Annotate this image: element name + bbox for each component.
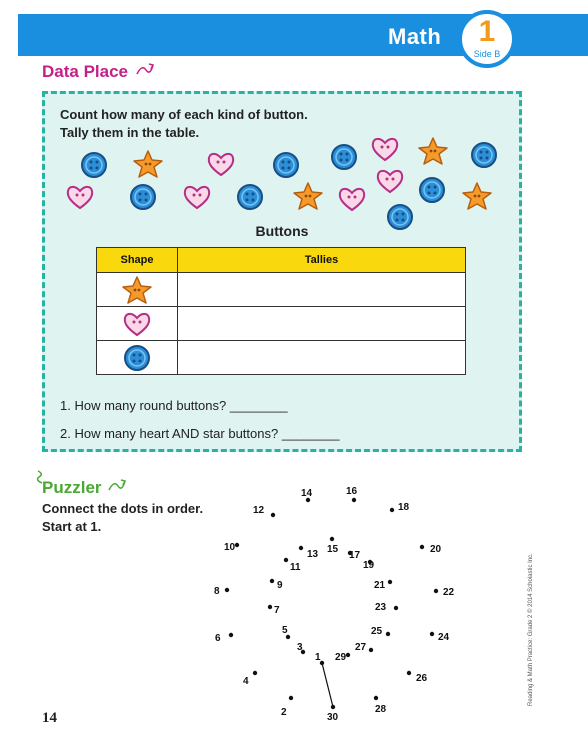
dot-18[interactable] xyxy=(390,508,394,512)
dot-label: 3 xyxy=(297,642,303,653)
dot-label: 20 xyxy=(430,544,442,555)
dot-label: 4 xyxy=(243,676,249,687)
dot-label: 28 xyxy=(375,704,387,715)
dot-label: 29 xyxy=(335,652,347,663)
dot-24[interactable] xyxy=(430,632,434,636)
dot-label: 12 xyxy=(253,505,265,516)
dot-label: 2 xyxy=(281,707,287,718)
dot-label: 9 xyxy=(277,580,283,591)
dot-26[interactable] xyxy=(407,671,411,675)
dot-29[interactable] xyxy=(346,653,350,657)
dot-label: 17 xyxy=(349,550,361,561)
dot-21[interactable] xyxy=(388,580,392,584)
dot-label: 13 xyxy=(307,549,319,560)
dot-7[interactable] xyxy=(268,605,272,609)
dot-6[interactable] xyxy=(229,633,233,637)
data-place-title: Data Place xyxy=(42,62,128,81)
dot-label: 30 xyxy=(327,712,339,723)
dot-label: 18 xyxy=(398,502,410,513)
dot-label: 25 xyxy=(371,626,383,637)
subject-title: Math xyxy=(388,24,442,49)
dot-23[interactable] xyxy=(394,606,398,610)
dot-25[interactable] xyxy=(386,632,390,636)
dot-20[interactable] xyxy=(420,545,424,549)
dot-15[interactable] xyxy=(330,537,334,541)
dot-label: 19 xyxy=(363,560,375,571)
lesson-number: 1 xyxy=(478,15,496,48)
dot-label: 11 xyxy=(290,562,301,573)
instruction-line: Tally them in the table. xyxy=(60,125,200,140)
dot-22[interactable] xyxy=(434,589,438,593)
dot-label: 8 xyxy=(214,586,220,597)
column-header: Shape xyxy=(97,248,178,273)
dot-label: 14 xyxy=(301,488,313,499)
dot-11[interactable] xyxy=(284,558,288,562)
column-header: Tallies xyxy=(178,248,466,273)
dot-label: 10 xyxy=(224,542,236,553)
dot-label: 1 xyxy=(315,652,321,663)
dot-13[interactable] xyxy=(299,546,303,550)
dot-label: 15 xyxy=(327,544,339,555)
dot-28[interactable] xyxy=(374,696,378,700)
instruction-line: Start at 1. xyxy=(42,519,102,534)
side-label: Side B xyxy=(473,49,501,59)
puzzler-title: Puzzler xyxy=(42,478,102,497)
dot-30[interactable] xyxy=(331,705,335,709)
dot-label: 22 xyxy=(443,587,455,598)
dot-label: 26 xyxy=(416,673,428,684)
dot-label: 5 xyxy=(282,625,288,636)
dot-label: 23 xyxy=(375,602,387,613)
instruction-line: Count how many of each kind of button. xyxy=(60,107,308,122)
table-title: Buttons xyxy=(255,223,309,239)
dot-4[interactable] xyxy=(253,671,257,675)
dot-12[interactable] xyxy=(271,513,275,517)
copyright-credit: Reading & Math Practice: Grade 2 © 2014 Scholastic Inc. xyxy=(528,553,534,706)
dot-9[interactable] xyxy=(270,579,274,583)
dot-label: 7 xyxy=(274,605,280,616)
dot-label: 24 xyxy=(438,632,450,643)
dot-16[interactable] xyxy=(352,498,356,502)
dot-10[interactable] xyxy=(235,543,239,547)
question-heart-star-buttons: 2. How many heart AND star buttons? ________ xyxy=(60,426,340,441)
dot-label: 16 xyxy=(346,486,358,497)
started-line xyxy=(322,663,333,707)
dot-label: 21 xyxy=(374,580,386,591)
dot-8[interactable] xyxy=(225,588,229,592)
question-round-buttons: 1. How many round buttons? ________ xyxy=(60,398,288,413)
dot-label: 6 xyxy=(215,633,221,644)
dot-label: 27 xyxy=(355,642,367,653)
page-number: 14 xyxy=(42,710,57,726)
dot-2[interactable] xyxy=(289,696,293,700)
instruction-line: Connect the dots in order. xyxy=(42,501,204,516)
dot-27[interactable] xyxy=(369,648,373,652)
